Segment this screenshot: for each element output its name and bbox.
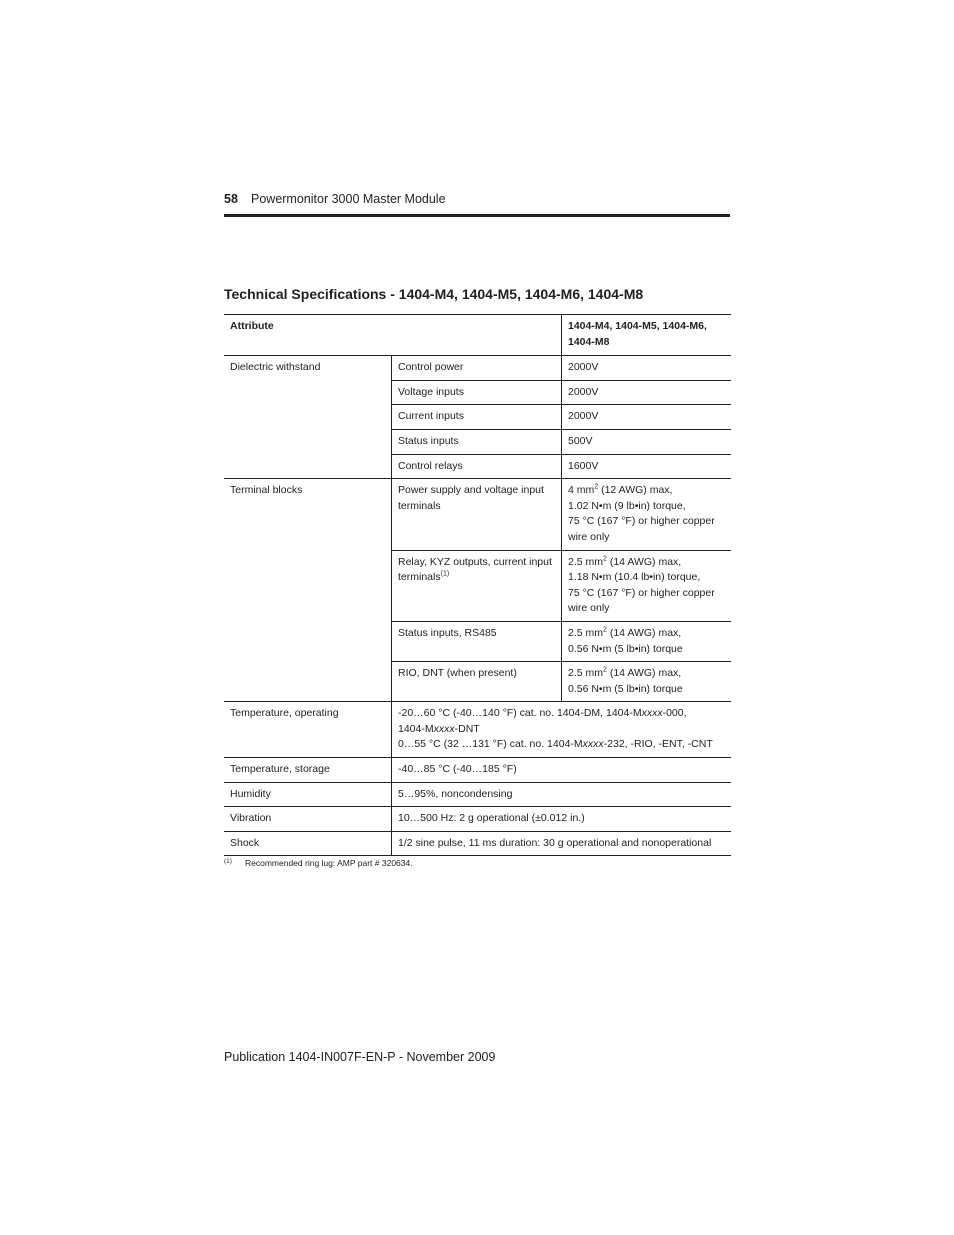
superscript: 2 (603, 555, 607, 563)
sub-attr: Power supply and voltage input terminals (392, 479, 562, 550)
value-text: (14 AWG) max, (606, 626, 682, 639)
sub-attr: Voltage inputs (392, 380, 562, 405)
value-italic: xxxx (641, 707, 663, 720)
sub-attr: RIO, DNT (when present) (392, 662, 562, 702)
running-title: Powermonitor 3000 Master Module (251, 192, 446, 206)
value-text: -000, (662, 707, 687, 720)
attr-terminal-blocks: Terminal blocks (224, 479, 392, 702)
value-text: 0.56 N•m (5 lb•in) torque (568, 642, 683, 655)
value-cell: 2000V (562, 380, 732, 405)
table-row (224, 479, 731, 550)
value-cell: 10…500 Hz: 2 g operational (±0.012 in.) (392, 807, 732, 832)
attr-shock: Shock (224, 831, 392, 856)
value-cell (562, 479, 732, 550)
spec-table (224, 314, 731, 856)
sub-attr: Status inputs, RS485 (392, 621, 562, 661)
value-text: (12 AWG) max, (598, 484, 673, 497)
table-header-row (224, 315, 731, 356)
value-text: -20…60 °C (-40…140 °F) cat. no. 1404-DM, 1404-M (398, 707, 642, 720)
table-row (224, 702, 731, 758)
value-text: (14 AWG) max, (606, 667, 682, 680)
value-cell: -40…85 °C (-40…185 °F) (392, 758, 732, 783)
footnote (224, 858, 413, 868)
page-number: 58 (224, 192, 238, 206)
sub-attr: Control relays (392, 454, 562, 479)
attr-vibration: Vibration (224, 807, 392, 832)
footnote-ref: (1) (440, 570, 450, 578)
header-rule (224, 214, 730, 217)
superscript: 2 (603, 666, 607, 674)
table-row (224, 831, 731, 856)
section-title: Technical Specifications - 1404-M4, 1404-M5, 1404-M6, 1404-M8 (224, 286, 644, 302)
value-text: 1.02 N•m (9 lb•in) torque, (568, 499, 686, 512)
value-cell (392, 702, 732, 758)
value-text: (14 AWG) max, (606, 555, 682, 568)
value-cell (562, 662, 732, 702)
value-text: -232, -RIO, -ENT, -CNT (603, 738, 713, 751)
col-models-header: 1404-M4, 1404-M5, 1404-M6, 1404-M8 (562, 315, 732, 356)
value-text: 1.18 N•m (10.4 lb•in) torque, (568, 571, 701, 584)
value-cell (562, 550, 732, 621)
table-row (224, 356, 731, 381)
value-text: 1404-M (398, 722, 434, 735)
value-text: 4 mm (568, 484, 595, 497)
value-cell (562, 621, 732, 661)
superscript: 2 (603, 626, 607, 634)
footnote-marker: (1) (224, 858, 232, 865)
attr-dielectric: Dielectric withstand (224, 356, 392, 479)
attr-temperature-storage: Temperature, storage (224, 758, 392, 783)
value-italic: xxxx (433, 722, 455, 735)
value-cell: 2000V (562, 356, 732, 381)
publication-footer: Publication 1404-IN007F-EN-P - November 2009 (224, 1050, 496, 1064)
sub-attr: Status inputs (392, 429, 562, 454)
value-text: 2.5 mm (568, 626, 604, 639)
sub-attr-text: Relay, KYZ outputs, current input terminals (398, 555, 552, 584)
value-cell: 500V (562, 429, 732, 454)
sub-attr (392, 550, 562, 621)
table-row (224, 758, 731, 783)
value-text: 0.56 N•m (5 lb•in) torque (568, 682, 683, 695)
value-text: 75 °C (167 °F) or higher copper wire only (568, 586, 715, 615)
table-row (224, 807, 731, 832)
value-text: 2.5 mm (568, 667, 604, 680)
value-text: -DNT (454, 722, 480, 735)
value-cell: 1/2 sine pulse, 11 ms duration: 30 g operational and nonoperational (392, 831, 732, 856)
footnote-text: Recommended ring lug: AMP part # 320634. (245, 858, 413, 868)
col-attribute-header: Attribute (224, 315, 562, 356)
value-cell: 5…95%, noncondensing (392, 782, 732, 807)
sub-attr: Control power (392, 356, 562, 381)
table-row (224, 782, 731, 807)
value-cell: 2000V (562, 405, 732, 430)
value-text: 0…55 °C (32 …131 °F) cat. no. 1404-M (398, 738, 583, 751)
value-italic: xxxx (582, 738, 604, 751)
superscript: 2 (594, 483, 599, 491)
attr-temperature-operating: Temperature, operating (224, 702, 392, 758)
value-text: 75 °C (167 °F) or higher copper wire only (568, 515, 715, 543)
value-text: 2.5 mm (568, 555, 604, 568)
running-header (224, 192, 730, 206)
attr-humidity: Humidity (224, 782, 392, 807)
sub-attr: Current inputs (392, 405, 562, 430)
value-cell: 1600V (562, 454, 732, 479)
